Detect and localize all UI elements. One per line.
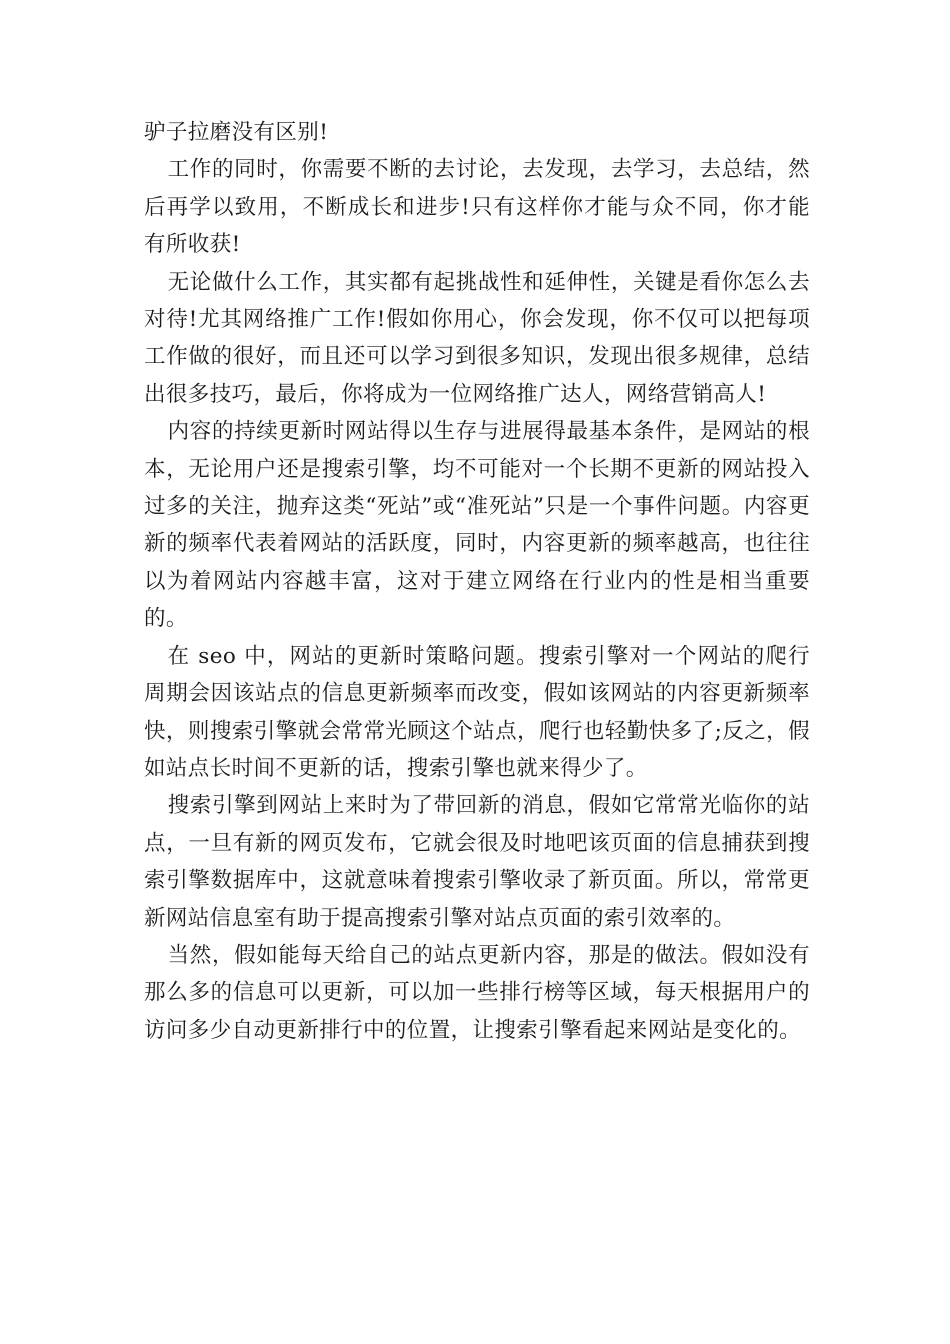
paragraph: 工作的同时，你需要不断的去讨论，去发现，去学习，去总结，然后再学以致用，不断成长和进步!只有这样你才能与众不同，你才能有所收获!	[144, 157, 810, 258]
paragraph: 内容的持续更新时网站得以生存与进展得最基本条件，是网站的根本，无论用户还是搜索引擎，均不可能对一个长期不更新的网站投入过多的关注，抛弃这类“死站”或“准死站”只是一个事件问题。内容更新的频率代表着网站的活跃度，同时，内容更新的频率越高，也往往以为着网站内容越丰富，这对于建立网络在行业内的性是相当重要的。	[144, 419, 810, 632]
paragraph: 无论做什么工作，其实都有起挑战性和延伸性，关键是看你怎么去对待!尤其网络推广工作!假如你用心，你会发现，你不仅可以把每项工作做的很好，而且还可以学习到很多知识，发现出很多规律，总结出很多技巧，最后，你将成为一位网络推广达人，网络营销高人!	[144, 269, 810, 407]
document-body	[144, 114, 810, 1049]
paragraph: 搜索引擎到网站上来时为了带回新的消息，假如它常常光临你的站点，一旦有新的网页发布，它就会很及时地吧该页面的信息捕获到搜索引擎数据库中，这就意味着搜索引擎收录了新页面。所以，常常更新网站信息室有助于提高搜索引擎对站点页面的索引效率的。	[144, 793, 810, 931]
paragraph-continuation: 驴子拉磨没有区别!	[144, 120, 329, 145]
paragraph: 当然，假如能每天给自己的站点更新内容，那是的做法。假如没有那么多的信息可以更新，可以加一些排行榜等区域，每天根据用户的访问多少自动更新排行中的位置，让搜索引擎看起来网站是变化的。	[144, 942, 810, 1043]
paragraph: 在 seo 中，网站的更新时策略问题。搜索引擎对一个网站的爬行周期会因该站点的信息更新频率而改变，假如该网站的内容更新频率快，则搜索引擎就会常常光顾这个站点，爬行也轻勤快多了;反之，假如站点长时间不更新的话，搜索引擎也就来得少了。	[144, 643, 810, 781]
